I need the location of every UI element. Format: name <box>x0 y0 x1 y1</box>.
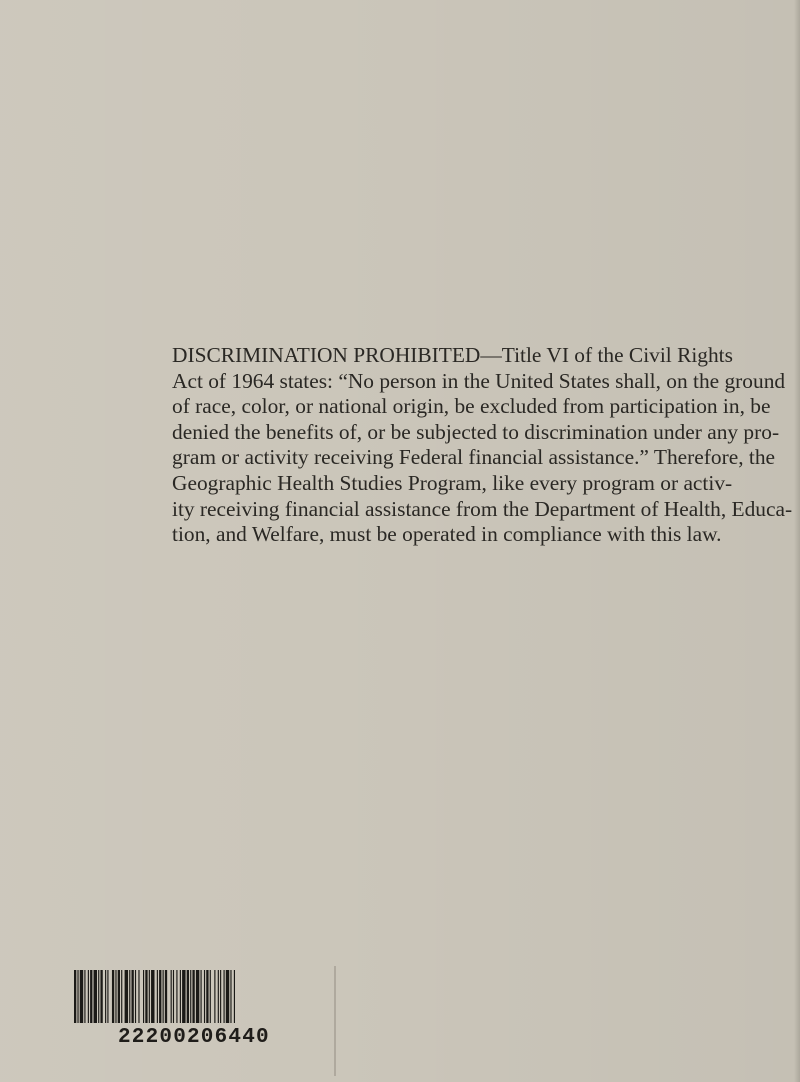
barcode-bar <box>206 970 208 1023</box>
barcode-bar <box>226 970 229 1023</box>
barcode-bar <box>143 970 144 1023</box>
barcode-bar <box>157 970 158 1023</box>
barcode-bar <box>182 970 185 1023</box>
barcode-bars <box>66 968 306 1025</box>
barcode-bar <box>171 970 172 1023</box>
barcode-bar <box>100 970 102 1023</box>
barcode-bar <box>230 970 231 1023</box>
barcode-bar <box>163 970 164 1023</box>
barcode-bar <box>173 970 174 1023</box>
barcode-bar <box>165 970 167 1023</box>
barcode-bar <box>149 970 150 1023</box>
barcode-bar <box>135 970 136 1023</box>
barcode-bar <box>180 970 181 1023</box>
barcode-bar <box>187 970 189 1023</box>
barcode-bar <box>218 970 219 1023</box>
barcode-bar <box>118 970 120 1023</box>
barcode-bar <box>151 970 154 1023</box>
barcode-bar <box>90 970 92 1023</box>
barcode-bar <box>77 970 78 1023</box>
barcode-bar <box>138 970 139 1023</box>
barcode-bar <box>192 970 194 1023</box>
notice-line: DISCRIMINATION PROHIBITED—Title VI of the Civil Rights <box>172 343 733 367</box>
barcode-bar <box>210 970 211 1023</box>
barcode-bar <box>159 970 161 1023</box>
barcode-bar <box>224 970 225 1023</box>
barcode-bar <box>112 970 114 1023</box>
notice-line: of race, color, or national origin, be excluded from participation in, be <box>172 394 771 419</box>
barcode-bar <box>125 970 128 1023</box>
barcode-bar <box>105 970 106 1023</box>
scan-artifact <box>334 966 336 1076</box>
discrimination-notice <box>172 343 793 548</box>
barcode-bar <box>80 970 83 1023</box>
notice-line: denied the benefits of, or be subjected to discrimination under any pro- <box>172 419 780 444</box>
barcode-bar <box>145 970 147 1023</box>
barcode-bar <box>190 970 191 1023</box>
barcode-bar <box>220 970 221 1023</box>
notice-line: tion, and Welfare, must be operated in compliance with this law. <box>172 522 722 547</box>
notice-line: Geographic Health Studies Program, like every program or activ- <box>172 470 733 495</box>
notice-line: gram or activity receiving Federal financial assistance.” Therefore, the <box>172 445 776 470</box>
barcode-bar <box>121 970 122 1023</box>
barcode-number: 22200206440 <box>118 1026 270 1049</box>
barcode-bar <box>129 970 130 1023</box>
barcode-bar <box>98 970 99 1023</box>
barcode-bar <box>234 970 235 1023</box>
page-edge-shadow <box>794 0 800 1082</box>
barcode-bar <box>84 970 85 1023</box>
barcode-bar <box>115 970 116 1023</box>
barcode-bar <box>132 970 134 1023</box>
barcode-bar <box>176 970 177 1023</box>
barcode-bar <box>204 970 205 1023</box>
barcode-bar <box>74 970 76 1023</box>
notice-line: ity receiving financial assistance from the Department of Health, Educa- <box>172 496 793 521</box>
barcode <box>66 968 306 1058</box>
notice-line: Act of 1964 states: “No person in the United States shall, on the ground <box>172 368 786 393</box>
barcode-bar <box>214 970 215 1023</box>
barcode-bar <box>88 970 89 1023</box>
barcode-bar <box>201 970 202 1023</box>
barcode-bar <box>107 970 108 1023</box>
barcode-bar <box>196 970 199 1023</box>
barcode-bar <box>94 970 97 1023</box>
